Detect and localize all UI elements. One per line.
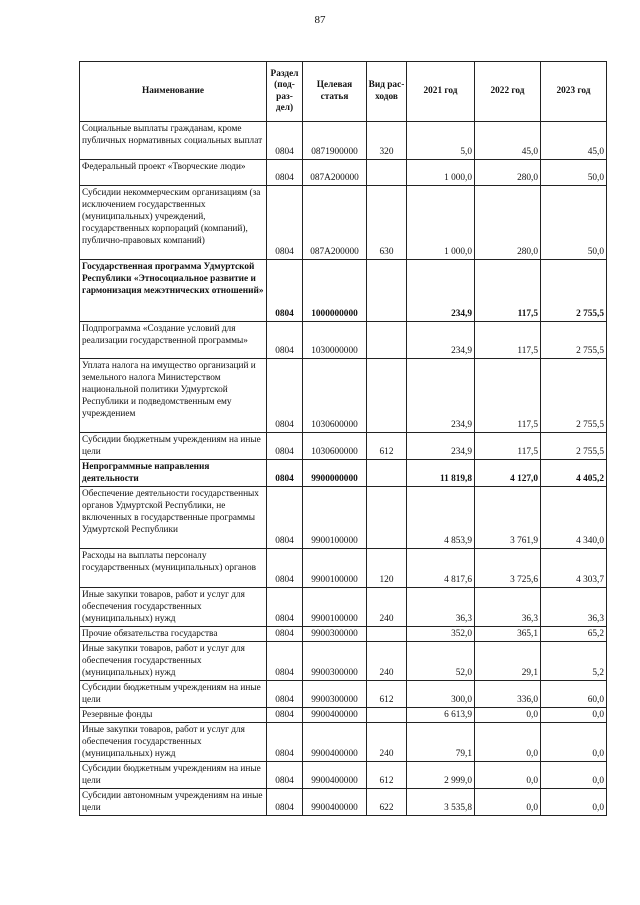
table-row: [80, 762, 607, 789]
row-2022: 3 725,6: [475, 549, 541, 588]
row-2021: 234,9: [407, 322, 475, 359]
row-name: Субсидии бюджетным учреждениям на иные цели: [80, 681, 267, 708]
row-name: Субсидии бюджетным учреждениям на иные цели: [80, 762, 267, 789]
table-row: [80, 487, 607, 549]
row-2022: 117,5: [475, 359, 541, 433]
row-section: 0804: [267, 789, 303, 816]
row-name: Субсидии автономным учреждениям на иные цели: [80, 789, 267, 816]
row-2021: 300,0: [407, 681, 475, 708]
row-section: 0804: [267, 122, 303, 160]
row-2022: 45,0: [475, 122, 541, 160]
row-kind: [367, 260, 407, 322]
row-2021: 234,9: [407, 433, 475, 460]
row-2023: 36,3: [541, 588, 607, 627]
row-2021: 3 535,8: [407, 789, 475, 816]
row-2023: 2 755,5: [541, 433, 607, 460]
row-section: 0804: [267, 762, 303, 789]
table-header-row: [80, 62, 607, 122]
header-target: Целевая статья: [303, 62, 367, 122]
row-target: 0871900000: [303, 122, 367, 160]
row-2021: 234,9: [407, 260, 475, 322]
row-2022: 3 761,9: [475, 487, 541, 549]
row-section: 0804: [267, 433, 303, 460]
row-section: 0804: [267, 160, 303, 186]
row-name: Федеральный проект «Творческие люди»: [80, 160, 267, 186]
row-target: 9900300000: [303, 642, 367, 681]
table-row: [80, 160, 607, 186]
row-section: 0804: [267, 723, 303, 762]
row-2022: 117,5: [475, 433, 541, 460]
row-2021: 52,0: [407, 642, 475, 681]
table-row: [80, 460, 607, 487]
row-2021: 11 819,8: [407, 460, 475, 487]
row-2021: 234,9: [407, 359, 475, 433]
header-kind: Вид рас-ходов: [367, 62, 407, 122]
row-2021: 36,3: [407, 588, 475, 627]
row-section: 0804: [267, 460, 303, 487]
row-2022: 117,5: [475, 322, 541, 359]
row-name: Государственная программа Удмуртской Республики «Этносоциальное развитие и гармонизация межэтнических отношений»: [80, 260, 267, 322]
row-name: Резервные фонды: [80, 708, 267, 723]
row-2023: 4 303,7: [541, 549, 607, 588]
row-name: Непрограммные направления деятельности: [80, 460, 267, 487]
row-2021: 79,1: [407, 723, 475, 762]
row-2022: 29,1: [475, 642, 541, 681]
row-kind: [367, 627, 407, 642]
row-2022: 0,0: [475, 723, 541, 762]
row-section: 0804: [267, 588, 303, 627]
row-2022: 117,5: [475, 260, 541, 322]
row-kind: 622: [367, 789, 407, 816]
row-name: Расходы на выплаты персоналу государственных (муниципальных) органов: [80, 549, 267, 588]
row-kind: [367, 322, 407, 359]
row-name: Прочие обязательства государства: [80, 627, 267, 642]
table-row: [80, 723, 607, 762]
row-2021: 5,0: [407, 122, 475, 160]
row-2023: 0,0: [541, 789, 607, 816]
row-target: 9900400000: [303, 762, 367, 789]
row-section: 0804: [267, 642, 303, 681]
row-name: Подпрограмма «Создание условий для реализации государственной программы»: [80, 322, 267, 359]
row-2022: 280,0: [475, 160, 541, 186]
row-2021: 1 000,0: [407, 160, 475, 186]
budget-table: [79, 61, 607, 816]
row-target: 9900400000: [303, 789, 367, 816]
table-row: [80, 642, 607, 681]
row-target: 1030000000: [303, 322, 367, 359]
row-section: 0804: [267, 549, 303, 588]
row-kind: [367, 487, 407, 549]
row-name: Иные закупки товаров, работ и услуг для обеспечения государственных (муниципальных) нужд: [80, 642, 267, 681]
table-row: [80, 359, 607, 433]
row-2021: 6 613,9: [407, 708, 475, 723]
row-2022: 0,0: [475, 762, 541, 789]
row-2023: 4 340,0: [541, 487, 607, 549]
row-target: 9900400000: [303, 708, 367, 723]
row-name: Социальные выплаты гражданам, кроме публичных нормативных социальных выплат: [80, 122, 267, 160]
row-kind: 612: [367, 681, 407, 708]
row-section: 0804: [267, 359, 303, 433]
row-2023: 5,2: [541, 642, 607, 681]
row-target: 1000000000: [303, 260, 367, 322]
header-name: Наименование: [80, 62, 267, 122]
row-kind: [367, 160, 407, 186]
row-name: Субсидии бюджетным учреждениям на иные цели: [80, 433, 267, 460]
row-kind: 612: [367, 762, 407, 789]
header-2021: 2021 год: [407, 62, 475, 122]
row-2022: 4 127,0: [475, 460, 541, 487]
row-target: 087A200000: [303, 186, 367, 260]
row-2023: 65,2: [541, 627, 607, 642]
row-name: Субсидии некоммерческим организациям (за исключением государственных (муниципальных) учреждений, государственных корпораций (компаний), публично-правовых компаний): [80, 186, 267, 260]
row-section: 0804: [267, 487, 303, 549]
table-row: [80, 549, 607, 588]
row-name: Уплата налога на имущество организаций и земельного налога Министерством национальной политики Удмуртской Республики и подведомственным ему учреждением: [80, 359, 267, 433]
header-2023: 2023 год: [541, 62, 607, 122]
row-2023: 2 755,5: [541, 359, 607, 433]
row-kind: [367, 460, 407, 487]
row-2022: 0,0: [475, 708, 541, 723]
row-target: 9900400000: [303, 723, 367, 762]
row-target: 9900100000: [303, 588, 367, 627]
row-2023: 0,0: [541, 708, 607, 723]
table-row: [80, 186, 607, 260]
row-2022: 365,1: [475, 627, 541, 642]
row-section: 0804: [267, 708, 303, 723]
header-section: Раздел (под-раз-дел): [267, 62, 303, 122]
row-2021: 352,0: [407, 627, 475, 642]
row-kind: [367, 359, 407, 433]
row-kind: [367, 708, 407, 723]
row-section: 0804: [267, 322, 303, 359]
row-2023: 50,0: [541, 160, 607, 186]
table-row: [80, 588, 607, 627]
row-name: Иные закупки товаров, работ и услуг для обеспечения государственных (муниципальных) нужд: [80, 588, 267, 627]
row-target: 1030600000: [303, 433, 367, 460]
row-2023: 60,0: [541, 681, 607, 708]
row-kind: 240: [367, 588, 407, 627]
row-target: 9900300000: [303, 627, 367, 642]
page-number: 87: [314, 14, 326, 26]
row-target: 9900000000: [303, 460, 367, 487]
row-2023: 2 755,5: [541, 260, 607, 322]
row-2021: 1 000,0: [407, 186, 475, 260]
table-row: [80, 789, 607, 816]
table-row: [80, 322, 607, 359]
row-kind: 240: [367, 642, 407, 681]
row-section: 0804: [267, 627, 303, 642]
row-2021: 2 999,0: [407, 762, 475, 789]
row-kind: 120: [367, 549, 407, 588]
table-row: [80, 260, 607, 322]
row-kind: 612: [367, 433, 407, 460]
row-2023: 50,0: [541, 186, 607, 260]
row-section: 0804: [267, 681, 303, 708]
row-2023: 0,0: [541, 723, 607, 762]
header-2022: 2022 год: [475, 62, 541, 122]
row-target: 9900100000: [303, 549, 367, 588]
row-2022: 0,0: [475, 789, 541, 816]
table-row: [80, 122, 607, 160]
row-2022: 336,0: [475, 681, 541, 708]
row-section: 0804: [267, 186, 303, 260]
row-2022: 36,3: [475, 588, 541, 627]
row-kind: 320: [367, 122, 407, 160]
row-target: 9900100000: [303, 487, 367, 549]
row-target: 1030600000: [303, 359, 367, 433]
row-2023: 4 405,2: [541, 460, 607, 487]
table-row: [80, 627, 607, 642]
row-target: 087A200000: [303, 160, 367, 186]
table-row: [80, 433, 607, 460]
row-kind: 630: [367, 186, 407, 260]
row-section: 0804: [267, 260, 303, 322]
row-name: Иные закупки товаров, работ и услуг для обеспечения государственных (муниципальных) нужд: [80, 723, 267, 762]
row-2023: 2 755,5: [541, 322, 607, 359]
row-kind: 240: [367, 723, 407, 762]
row-2022: 280,0: [475, 186, 541, 260]
row-name: Обеспечение деятельности государственных органов Удмуртской Республики, не включенных в государственные программы Удмуртской Республики: [80, 487, 267, 549]
row-2023: 0,0: [541, 762, 607, 789]
row-2021: 4 817,6: [407, 549, 475, 588]
row-2021: 4 853,9: [407, 487, 475, 549]
table-row: [80, 708, 607, 723]
table-row: [80, 681, 607, 708]
row-target: 9900300000: [303, 681, 367, 708]
row-2023: 45,0: [541, 122, 607, 160]
